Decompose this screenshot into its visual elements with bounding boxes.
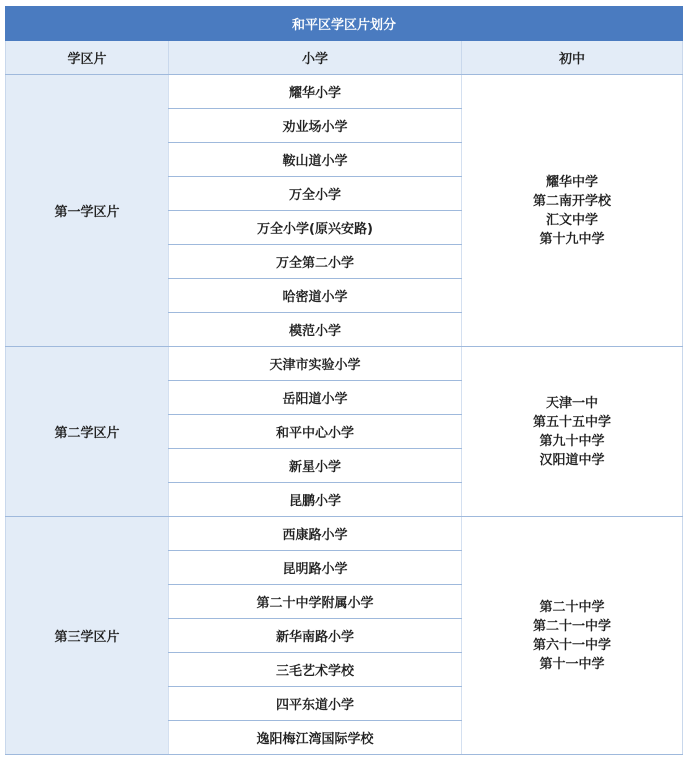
primary-school: 昆鹏小学: [169, 483, 462, 517]
header-primary: 小学: [169, 41, 462, 75]
middle-school: 第九十中学: [539, 433, 605, 449]
primary-school: 劝业场小学: [169, 109, 462, 143]
middle-school: 汉阳道中学: [539, 452, 605, 468]
primary-school: 三毛艺术学校: [169, 653, 462, 687]
middle-school: 第十一中学: [539, 656, 605, 672]
primary-school: 万全第二小学: [169, 245, 462, 279]
zone-name: 第三学区片: [6, 517, 169, 755]
primary-school: 第二十中学附属小学: [169, 585, 462, 619]
table-row: [6, 75, 683, 109]
middle-schools-cell: [462, 347, 683, 517]
primary-school: 天津市实验小学: [169, 347, 462, 381]
table-body: [6, 75, 683, 755]
header-row: [6, 41, 683, 75]
primary-school: 新星小学: [169, 449, 462, 483]
zone-name: 第一学区片: [6, 75, 169, 347]
title-row: [6, 7, 683, 41]
primary-school: 万全小学: [169, 177, 462, 211]
district-table-container: [5, 6, 682, 755]
header-middle: 初中: [462, 41, 683, 75]
middle-school: 天津一中: [546, 395, 599, 411]
table-title: 和平区学区片划分: [6, 7, 683, 41]
district-table: [5, 6, 683, 755]
table-row: [6, 517, 683, 551]
primary-school: 模范小学: [169, 313, 462, 347]
primary-school: 哈密道小学: [169, 279, 462, 313]
zone-name: 第二学区片: [6, 347, 169, 517]
middle-school: 第二南开学校: [533, 193, 612, 209]
middle-school: 第二十一中学: [533, 618, 612, 634]
middle-schools-cell: [462, 517, 683, 755]
primary-school: 昆明路小学: [169, 551, 462, 585]
primary-school: 万全小学(原兴安路): [169, 211, 462, 245]
primary-school: 四平东道小学: [169, 687, 462, 721]
primary-school: 鞍山道小学: [169, 143, 462, 177]
middle-school: 第六十一中学: [533, 637, 612, 653]
primary-school: 新华南路小学: [169, 619, 462, 653]
primary-school: 和平中心小学: [169, 415, 462, 449]
middle-school: 第二十中学: [539, 599, 605, 615]
primary-school: 岳阳道小学: [169, 381, 462, 415]
primary-school: 耀华小学: [169, 75, 462, 109]
middle-school: 第五十五中学: [533, 414, 612, 430]
primary-school: 逸阳梅江湾国际学校: [169, 721, 462, 755]
middle-school: 耀华中学: [546, 174, 599, 190]
middle-school: 汇文中学: [546, 212, 599, 228]
table-row: [6, 347, 683, 381]
middle-school: 第十九中学: [539, 231, 605, 247]
middle-schools-cell: [462, 75, 683, 347]
primary-school: 西康路小学: [169, 517, 462, 551]
header-zone: 学区片: [6, 41, 169, 75]
